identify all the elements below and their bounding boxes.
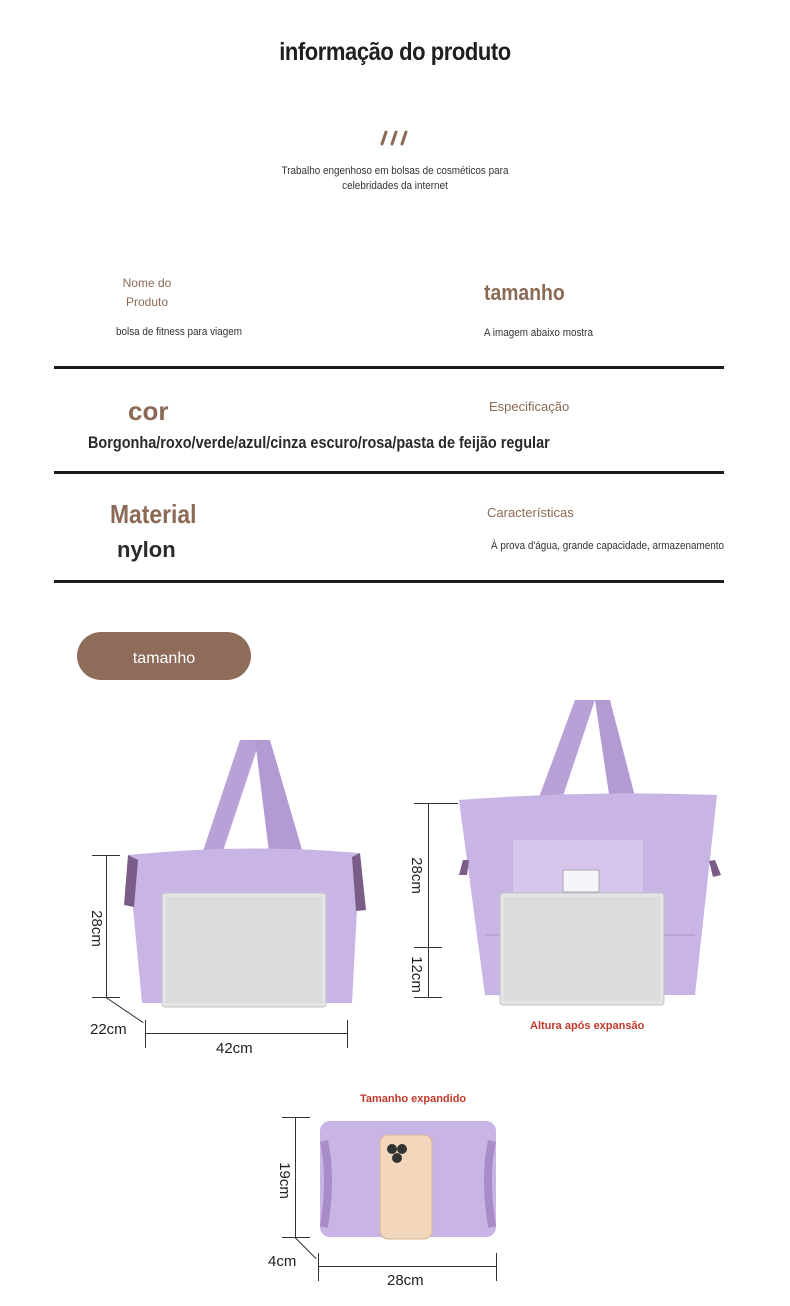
specification-label: Especificação [489,399,570,414]
page-title: informação do produto [279,38,511,66]
bag1-width-label: 42cm [216,1040,253,1057]
size-label: tamanho [484,280,565,305]
bag3-height-label: 19cm [275,1162,293,1199]
color-label: cor [128,396,169,426]
color-value: Borgonha/roxo/verde/azul/cinza escuro/rosa/pasta de feijão regular [88,433,550,452]
bag-storage-image [318,1117,500,1241]
bag2-height-label: 28cm [407,857,425,894]
bag3-width-label: 28cm [387,1272,424,1289]
page-subtitle: Trabalho engenhoso em bolsas de cosméticos para celebridades da internet [281,165,509,192]
bag-folded-image [120,735,370,1010]
bag1-depth-label: 22cm [90,1021,127,1038]
material-label: Material [110,499,197,529]
bag3-caption: Tamanho expandido [360,1093,467,1105]
bag2-expansion-label: 12cm [407,956,425,993]
features-label: Características [487,505,574,520]
size-value: A imagem abaixo mostra [484,327,593,339]
bag3-depth-label: 4cm [268,1253,297,1270]
decorative-slashes-icon [380,130,412,146]
bag1-height-label: 28cm [87,910,105,947]
divider [54,471,724,474]
bag2-caption: Altura após expansão [530,1020,645,1032]
divider [54,580,724,583]
bag-expanded-image [455,695,730,1015]
features-value: À prova d'água, grande capacidade, armazenamento [491,540,725,552]
size-section-badge: tamanho [77,632,251,680]
divider [54,366,724,369]
material-value: nylon [117,537,176,562]
product-name-value: bolsa de fitness para viagem [116,326,243,338]
product-name-label: Nome do Produto [122,276,172,309]
